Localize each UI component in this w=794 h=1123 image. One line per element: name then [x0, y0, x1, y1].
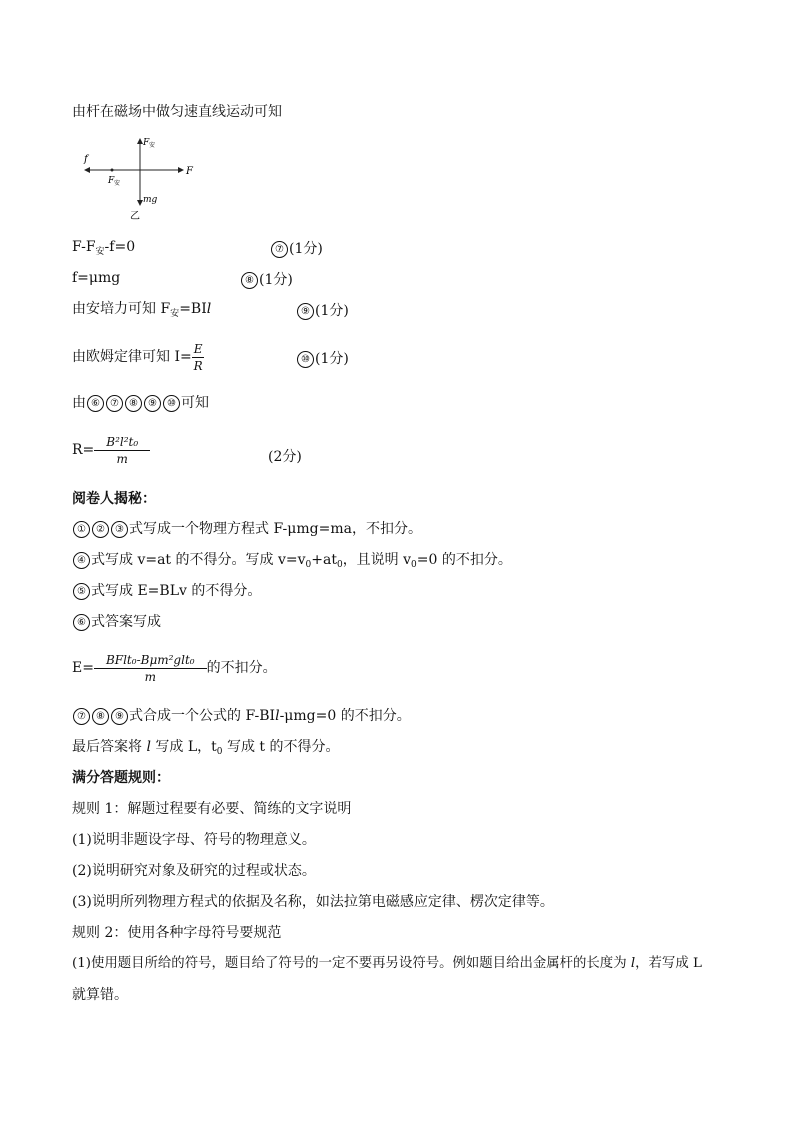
note-7: 最后答案将 l 写成 L，$t_0$ 写成 t 的不得分。 — [72, 739, 340, 757]
fraction-E: $\frac{\text{BFlt₀-Bμm²glt₀}}{m}$ — [94, 652, 207, 685]
result-score: (2分) — [268, 449, 302, 465]
label-F-top: F — [143, 138, 150, 148]
result-equation: R= $\frac{\text{B²l²t₀}}{m}$ — [72, 430, 150, 470]
note-1: ① ② ③ 式写成一个物理方程式 F-μmg=ma，不扣分。 — [72, 520, 422, 538]
label-an-top: 安 — [149, 142, 156, 149]
equation-7: $F-F_安-f=0$ — [72, 239, 136, 257]
rule-1-item-1: (1)说明非题设字母、符号的物理意义。 — [72, 832, 316, 848]
label-an-left: 安 — [114, 180, 121, 187]
equation-9: 由安培力可知 $F_安=BIl$ — [72, 301, 212, 319]
circle-10: ⑩ — [297, 351, 314, 368]
circle-7: ⑦ — [271, 241, 288, 258]
circle-8: ⑧ — [241, 272, 258, 289]
equation-10: 由欧姆定律可知 I= $\frac{E}{R}$ — [72, 341, 203, 373]
equation-8: f=μmg — [72, 270, 121, 286]
note-5-equation: E= $\frac{\text{BFlt₀-Bμm²glt₀}}{m}$ 的不扣分。 — [72, 652, 277, 684]
equation-8-score: ⑧ (1分) — [240, 269, 293, 289]
label-f: f — [84, 154, 88, 165]
rule-1-item-2: (2)说明研究对象及研究的过程或状态。 — [72, 863, 316, 879]
fraction-E-over-R: $\frac{E}{R}$ — [193, 341, 203, 373]
arrow-right-icon — [178, 167, 184, 173]
rule-2: 规则 2：使用各种字母符号要规范 — [72, 925, 282, 941]
equation-7-score: ⑦ (1分) — [270, 238, 323, 258]
intro-text: 由杆在磁场中做匀速直线运动可知 — [72, 104, 282, 120]
label-F-left: F — [108, 176, 115, 186]
note-4: ⑥ 式答案写成 — [72, 613, 161, 631]
note-6: ⑦ ⑧ ⑨ 式合成一个公式的 F-BIl-μmg=0 的不扣分。 — [72, 707, 411, 725]
rule-2-item-1: (1)使用题目所给的符号，题目给了符号的一定不要再另设符号。例如题目给出金属杆的长度为 l，若写成 L — [72, 956, 702, 971]
note-2: ④ 式写成 v=at 的不得分。写成 $v=v_0+at_0$，且说明 $v_0=0$ 的不扣分。 — [72, 551, 512, 574]
diagram-caption: 乙 — [130, 211, 140, 222]
left-force-dot — [111, 169, 114, 172]
force-diagram — [80, 132, 210, 224]
combine-line: 由 ⑥ ⑦ ⑧ ⑨ ⑩ 可知 — [72, 395, 209, 411]
equation-10-score: ⑩ (1分) — [296, 348, 349, 368]
rule-1-item-3: (3)说明所列物理方程式的依据及名称，如法拉第电磁感应定律、楞次定律等。 — [72, 894, 554, 910]
equation-9-score: ⑨ (1分) — [296, 300, 349, 320]
arrow-left-icon — [84, 167, 90, 173]
rule-1: 规则 1：解题过程要有必要、简练的文字说明 — [72, 801, 352, 817]
circle-9: ⑨ — [297, 303, 314, 320]
note-3: ⑤ 式写成 E=BLv 的不得分。 — [72, 582, 261, 600]
fraction-result: $\frac{\text{B²l²t₀}}{m}$ — [94, 434, 150, 467]
label-mg: mg — [143, 195, 158, 205]
rule-2-item-1-cont: 就算错。 — [72, 987, 128, 1003]
section-title-grader: 阅卷人揭秘： — [72, 491, 156, 507]
label-F: F — [186, 166, 193, 177]
section-title-rules: 满分答题规则： — [72, 770, 170, 786]
